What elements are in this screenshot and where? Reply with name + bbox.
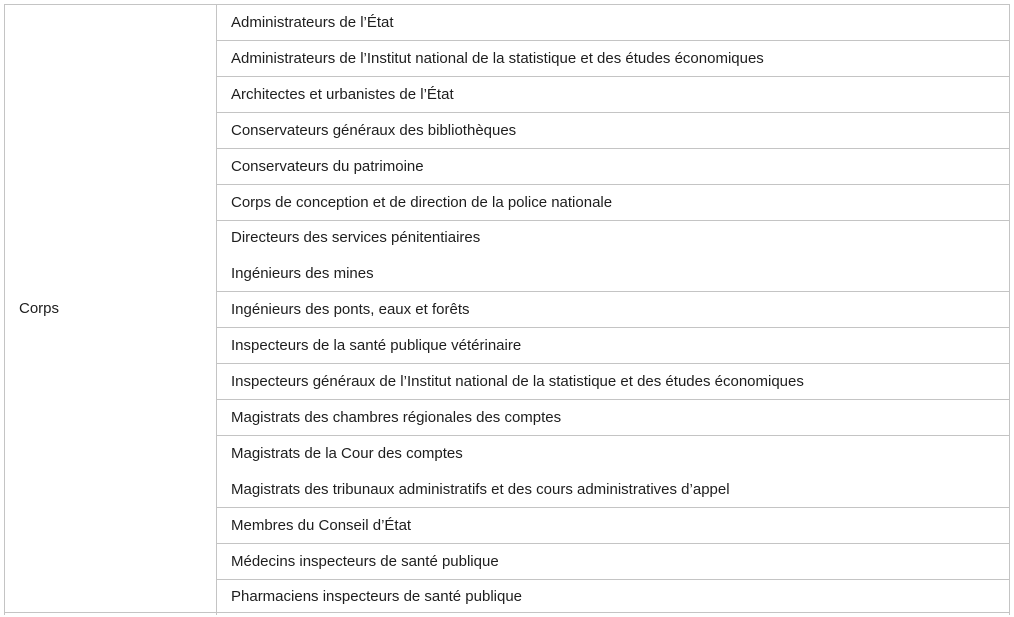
- corps-name: Directeurs des services pénitentiaires: [231, 229, 481, 247]
- corps-name: Inspecteurs généraux de l’Institut national de la statistique et des études économiques: [231, 373, 804, 390]
- table-row: [217, 41, 1009, 77]
- table-row: [217, 364, 1009, 400]
- corps-name: Corps de conception et de direction de la police nationale: [231, 193, 613, 211]
- table-row: [217, 149, 1009, 185]
- table-row: [217, 544, 1009, 580]
- corps-name: Ingénieurs des ponts, eaux et forêts: [231, 301, 470, 319]
- table-label: Corps: [19, 300, 60, 317]
- table-row: [217, 292, 1009, 328]
- table-row: [217, 579, 1009, 615]
- corps-name: Administrateurs de l’Institut national de la statistique et des études économiques: [231, 49, 764, 67]
- table-row: [217, 436, 1009, 472]
- table-label-cell: [5, 5, 217, 615]
- corps-table: [4, 4, 1010, 615]
- table-values-column: [217, 5, 1009, 615]
- corps-name: Conservateurs généraux des bibliothèques: [231, 121, 517, 139]
- table-row: [217, 220, 1009, 256]
- corps-name: Conservateurs du patrimoine: [231, 157, 424, 175]
- corps-name: Médecins inspecteurs de santé publique: [231, 552, 499, 570]
- corps-name: Inspecteurs de la santé publique vétérinaire: [231, 337, 522, 355]
- table-row: [217, 77, 1009, 113]
- corps-name: Magistrats des tribunaux administratifs et des cours administratives d’appel: [231, 480, 730, 498]
- corps-name: Architectes et urbanistes de l’État: [231, 85, 454, 103]
- table-row: [217, 5, 1009, 41]
- table-row: [217, 113, 1009, 149]
- table-row: [217, 185, 1009, 221]
- corps-name: Magistrats de la Cour des comptes: [231, 444, 463, 462]
- table-row: [217, 256, 1009, 292]
- table-row: [217, 328, 1009, 364]
- table-row: [217, 472, 1009, 508]
- corps-name: Magistrats des chambres régionales des comptes: [231, 408, 562, 426]
- table-row: [217, 400, 1009, 436]
- table-row: [217, 508, 1009, 544]
- table-bottom-border: [4, 612, 1010, 613]
- corps-name: Administrateurs de l’État: [231, 14, 394, 31]
- corps-name: Pharmaciens inspecteurs de santé publique: [231, 588, 523, 606]
- corps-name: Membres du Conseil d’État: [231, 516, 412, 534]
- corps-name: Ingénieurs des mines: [231, 265, 374, 283]
